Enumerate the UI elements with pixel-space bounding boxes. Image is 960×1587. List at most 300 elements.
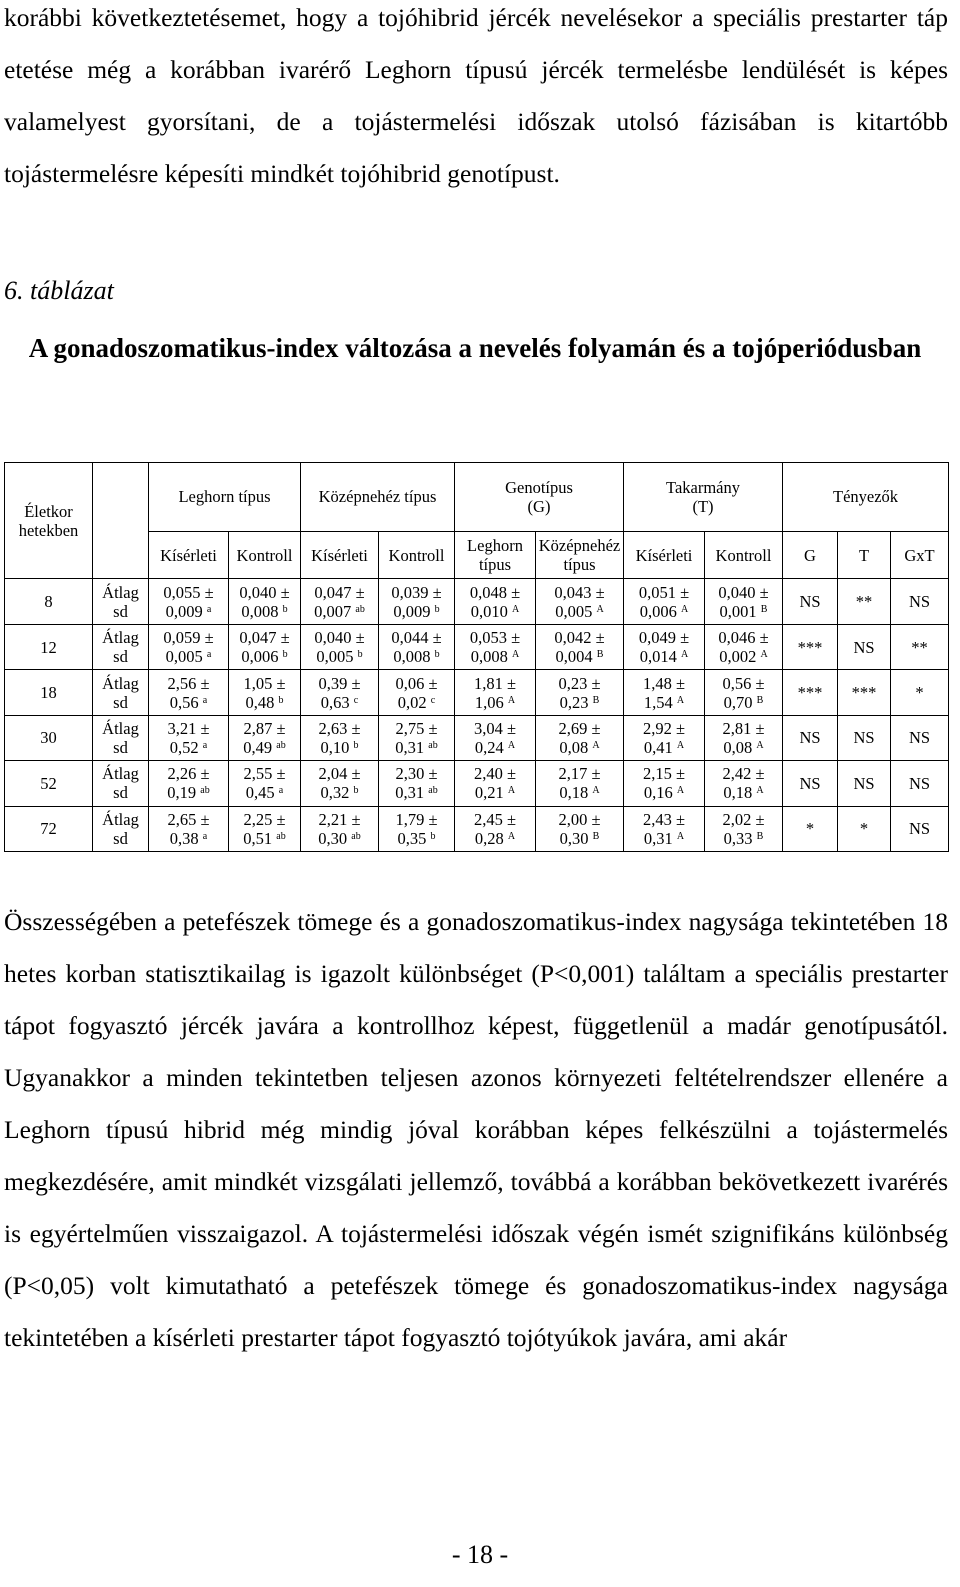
value-cell — [379, 670, 455, 715]
factor-t-cell: NS — [838, 715, 891, 760]
factor-t-cell: NS — [838, 761, 891, 806]
significance-letter: A — [676, 694, 685, 706]
significance-letter: A — [756, 785, 764, 797]
mean-value: 2,26 ± — [167, 764, 210, 784]
factor-gxt-cell: NS — [891, 715, 949, 760]
sd-value: 0,51 — [243, 828, 273, 848]
sd-value: 0,45 — [245, 783, 275, 803]
stat-label-cell — [93, 624, 149, 669]
mean-value: 2,25 ± — [243, 809, 286, 829]
factor-gxt-cell: ** — [891, 624, 949, 669]
sd-value: 0,28 — [474, 828, 504, 848]
factor-gxt-cell: * — [891, 670, 949, 715]
mean-value: 2,02 ± — [722, 809, 765, 829]
value-cell — [379, 806, 455, 851]
age-cell: 12 — [5, 624, 93, 669]
sd-value-line — [149, 647, 228, 666]
sd-value: 0,32 — [320, 783, 350, 803]
sd-value-line — [624, 693, 704, 712]
sd-value-line — [455, 783, 535, 802]
sd-value: 0,005 — [555, 601, 593, 621]
value-cell — [455, 806, 536, 851]
stat-label-cell — [93, 670, 149, 715]
significance-letter: ab — [428, 785, 438, 797]
sd-value: 0,38 — [169, 828, 199, 848]
value-cell — [624, 670, 705, 715]
sd-value: 0,006 — [241, 647, 279, 667]
mean-value: 3,21 ± — [167, 718, 210, 738]
mean-value: 2,75 ± — [395, 718, 438, 738]
value-cell — [149, 806, 229, 851]
mean-value: 1,81 ± — [473, 673, 517, 693]
value-cell — [705, 624, 783, 669]
significance-letter: A — [596, 603, 604, 615]
mean-value: 0,06 ± — [395, 673, 438, 693]
sd-value-line — [705, 602, 782, 621]
sd-value: 0,31 — [395, 783, 425, 803]
stat-label-cell — [93, 579, 149, 624]
value-cell — [229, 715, 301, 760]
value-cell — [301, 579, 379, 624]
sd-value-line — [536, 602, 623, 621]
mean-value: 0,040 ± — [718, 582, 769, 602]
mean-value: 0,053 ± — [469, 628, 521, 648]
mean-value: 2,00 ± — [558, 809, 601, 829]
sd-value-line — [455, 693, 535, 712]
mean-value: 2,65 ± — [167, 809, 210, 829]
sd-value: 0,004 — [555, 647, 593, 667]
significance-letter: ab — [428, 739, 438, 751]
significance-letter: b — [357, 649, 363, 661]
significance-letter: B — [756, 830, 764, 842]
atlag-label: Átlag — [102, 582, 139, 602]
sd-value-line — [536, 738, 623, 757]
significance-letter: ab — [276, 739, 286, 751]
mean-value: 2,69 ± — [558, 718, 601, 738]
sd-value: 0,30 — [318, 828, 348, 848]
sd-value: 0,18 — [559, 783, 589, 803]
age-cell: 18 — [5, 670, 93, 715]
mean-value: 1,05 ± — [243, 673, 286, 693]
mean-value: 2,30 ± — [395, 764, 438, 784]
significance-letter: A — [676, 830, 685, 842]
significance-letter: c — [430, 694, 436, 706]
value-cell — [379, 715, 455, 760]
value-cell — [624, 715, 705, 760]
sd-value-line — [149, 829, 228, 848]
age-cell: 72 — [5, 806, 93, 851]
sd-value-line — [301, 693, 378, 712]
significance-letter: b — [434, 603, 440, 615]
sd-value-line — [379, 693, 454, 712]
leghorn-kiserleti-header: Kísérleti — [149, 531, 229, 579]
significance-letter: a — [202, 830, 208, 842]
significance-letter: A — [507, 694, 516, 706]
genotype-kozep-header: Középnehéz típus — [536, 531, 624, 579]
sd-value: 0,18 — [723, 783, 753, 803]
sd-value: 0,19 — [167, 783, 197, 803]
mean-value: 2,55 ± — [243, 764, 286, 784]
mean-value: 2,21 ± — [318, 809, 361, 829]
leghorn-group-header: Leghorn típus — [149, 463, 301, 532]
value-cell — [536, 806, 624, 851]
factor-g-cell: NS — [783, 761, 838, 806]
sd-value: 0,009 — [393, 601, 431, 621]
value-cell — [301, 761, 379, 806]
mean-value: 2,43 ± — [642, 809, 686, 829]
value-cell — [149, 761, 229, 806]
table-row — [5, 670, 949, 715]
significance-letter: b — [278, 694, 284, 706]
sd-value-line — [455, 738, 535, 757]
significance-letter: b — [430, 830, 436, 842]
value-cell — [301, 624, 379, 669]
value-cell — [624, 806, 705, 851]
sd-value: 0,006 — [639, 601, 677, 621]
sd-value: 0,02 — [397, 692, 427, 712]
significance-letter: b — [282, 603, 288, 615]
sd-value-line — [379, 738, 454, 757]
mean-value: 0,043 ± — [554, 582, 605, 602]
value-cell — [149, 624, 229, 669]
sd-value-line — [379, 602, 454, 621]
factor-g-cell: NS — [783, 579, 838, 624]
sd-value: 0,35 — [397, 828, 427, 848]
table-caption: 6. táblázat — [4, 276, 114, 305]
stat-label-header — [93, 463, 149, 579]
sd-value-line — [536, 693, 623, 712]
significance-letter: B — [596, 649, 604, 661]
age-header: Életkor hetekben — [5, 463, 93, 579]
atlag-label: Átlag — [102, 628, 139, 648]
factor-g-cell: * — [783, 806, 838, 851]
value-cell — [536, 624, 624, 669]
sd-value-line — [301, 829, 378, 848]
mean-value: 0,56 ± — [722, 673, 765, 693]
mean-value: 0,047 ± — [239, 628, 290, 648]
sd-value: 0,16 — [643, 783, 673, 803]
significance-letter: A — [507, 739, 516, 751]
body-paragraph: Összességében a petefészek tömege és a gonadoszomatikus-index nagysága tekintetében 18 hetes korban statisztikailag is igazolt különbséget (P<0,001) találtam a speciális prestarter tápot fogyasztó jércék javára a kontrollhoz képest, függetlenül a madár genotípusától. Ugyanakkor a minden tekintetben teljesen azonos környezeti feltételrendszer ellenére a Leghorn típusú hibrid még mindig jóval korábban képes felkészülni a tojástermelés megkezdésére, amit mindkét vizsgálati jellemző, továbbá a korábban bekövetkezett ivarérés is egyértelműen visszaigazol. A tojástermelési időszak végén ismét szignifikáns különbség (P<0,05) volt kimutatható a petefészek tömege és gonadoszomatikus-index nagysága tekintetében a kísérleti prestarter tápot fogyasztó tojótyúkok javára, ami akár — [4, 907, 948, 1352]
mean-value: 0,059 ± — [163, 628, 214, 648]
significance-letter: A — [507, 830, 516, 842]
mean-value: 2,40 ± — [473, 764, 517, 784]
sd-label: sd — [113, 737, 128, 757]
mean-value: 0,040 ± — [314, 628, 365, 648]
sd-label: sd — [113, 601, 128, 621]
sd-value: 0,24 — [474, 737, 504, 757]
sd-value-line — [229, 738, 300, 757]
sd-value: 0,007 — [314, 601, 352, 621]
sd-value-line — [705, 738, 782, 757]
sd-value: 0,08 — [723, 737, 753, 757]
sd-value: 1,54 — [643, 692, 673, 712]
sd-value-line — [455, 829, 535, 848]
sd-value-line — [624, 602, 704, 621]
significance-letter: A — [676, 739, 685, 751]
sd-label: sd — [113, 692, 128, 712]
significance-letter: b — [353, 785, 359, 797]
sd-value: 0,008 — [241, 601, 279, 621]
sd-value: 0,31 — [395, 737, 425, 757]
significance-letter: A — [681, 603, 689, 615]
feed-kiserleti-header: Kísérleti — [624, 531, 705, 579]
significance-letter: B — [592, 830, 600, 842]
sd-value: 0,63 — [320, 692, 350, 712]
significance-letter: b — [434, 649, 440, 661]
sd-value: 0,56 — [169, 692, 199, 712]
significance-letter: a — [202, 694, 208, 706]
mean-value: 2,92 ± — [642, 718, 686, 738]
factor-t-header: T — [838, 531, 891, 579]
sd-value-line — [229, 647, 300, 666]
sd-value: 0,008 — [470, 647, 508, 667]
significance-letter: A — [756, 739, 764, 751]
sd-value-line — [536, 829, 623, 848]
sd-value-line — [301, 783, 378, 802]
sd-value-line — [705, 783, 782, 802]
factor-g-cell: *** — [783, 624, 838, 669]
atlag-label: Átlag — [102, 718, 139, 738]
table-row — [5, 624, 949, 669]
factor-t-cell: *** — [838, 670, 891, 715]
sd-value-line — [624, 783, 704, 802]
sd-value: 0,001 — [719, 601, 757, 621]
significance-letter: b — [353, 739, 359, 751]
sd-value-line — [301, 738, 378, 757]
value-cell — [229, 806, 301, 851]
sd-value: 0,005 — [165, 647, 203, 667]
significance-letter: ab — [276, 830, 286, 842]
mean-value: 0,042 ± — [554, 628, 605, 648]
significance-letter: a — [206, 649, 212, 661]
significance-letter: ab — [200, 785, 210, 797]
table-row — [5, 579, 949, 624]
value-cell — [536, 715, 624, 760]
age-cell: 30 — [5, 715, 93, 760]
kozepnehez-group-header: Középnehéz típus — [301, 463, 455, 532]
significance-letter: B — [760, 603, 768, 615]
value-cell — [229, 761, 301, 806]
stat-label-cell — [93, 806, 149, 851]
sd-value: 0,49 — [243, 737, 273, 757]
factor-gxt-cell: NS — [891, 806, 949, 851]
value-cell — [455, 761, 536, 806]
value-cell — [705, 761, 783, 806]
sd-value: 0,23 — [559, 692, 589, 712]
stat-label-cell — [93, 761, 149, 806]
stat-label-cell — [93, 715, 149, 760]
mean-value: 3,04 ± — [473, 718, 517, 738]
sd-value-line — [379, 829, 454, 848]
mean-value: 2,81 ± — [722, 718, 765, 738]
value-cell — [379, 579, 455, 624]
sd-value-line — [705, 647, 782, 666]
value-cell — [705, 715, 783, 760]
sd-value-line — [379, 647, 454, 666]
mean-value: 2,17 ± — [558, 764, 601, 784]
value-cell — [149, 715, 229, 760]
value-cell — [379, 761, 455, 806]
sd-value-line — [301, 647, 378, 666]
atlag-label: Átlag — [102, 673, 139, 693]
sd-value-line — [229, 693, 300, 712]
sd-value: 0,70 — [723, 692, 753, 712]
value-cell — [301, 715, 379, 760]
value-cell — [455, 624, 536, 669]
value-cell — [536, 761, 624, 806]
factor-gxt-cell: NS — [891, 579, 949, 624]
table-row — [5, 761, 949, 806]
sd-value-line — [229, 829, 300, 848]
table-row — [5, 806, 949, 851]
mean-value: 0,039 ± — [391, 582, 442, 602]
sd-label: sd — [113, 783, 128, 803]
value-cell — [624, 624, 705, 669]
page-number: - 18 - — [451, 1540, 509, 1569]
factor-t-cell: ** — [838, 579, 891, 624]
sd-value: 0,014 — [639, 647, 677, 667]
factors-group-header: Tényezők — [783, 463, 949, 532]
value-cell — [149, 579, 229, 624]
mean-value: 0,049 ± — [638, 628, 690, 648]
value-cell — [536, 670, 624, 715]
factor-gxt-cell: NS — [891, 761, 949, 806]
significance-letter: A — [512, 603, 520, 615]
value-cell — [229, 579, 301, 624]
mean-value: 1,48 ± — [642, 673, 686, 693]
mean-value: 2,04 ± — [318, 764, 361, 784]
sd-value-line — [149, 693, 228, 712]
factor-g-cell: NS — [783, 715, 838, 760]
sd-value: 0,08 — [559, 737, 589, 757]
sd-value-line — [149, 602, 228, 621]
mean-value: 2,15 ± — [642, 764, 686, 784]
feed-kontroll-header: Kontroll — [705, 531, 783, 579]
mean-value: 0,051 ± — [638, 582, 690, 602]
significance-letter: B — [756, 694, 764, 706]
sd-value-line — [301, 602, 378, 621]
factor-t-cell: * — [838, 806, 891, 851]
value-cell — [229, 624, 301, 669]
factor-gxt-header: GxT — [891, 531, 949, 579]
sd-value: 0,008 — [393, 647, 431, 667]
mean-value: 0,040 ± — [239, 582, 290, 602]
sd-value: 0,009 — [165, 601, 203, 621]
value-cell — [301, 806, 379, 851]
sd-value-line — [455, 647, 535, 666]
sd-value-line — [624, 738, 704, 757]
sd-value-line — [536, 647, 623, 666]
sd-value: 0,30 — [559, 828, 589, 848]
mean-value: 2,42 ± — [722, 764, 765, 784]
mean-value: 0,39 ± — [318, 673, 361, 693]
sd-value: 0,33 — [723, 828, 753, 848]
sd-value: 0,002 — [719, 647, 757, 667]
value-cell — [455, 670, 536, 715]
age-cell: 8 — [5, 579, 93, 624]
factor-g-cell: *** — [783, 670, 838, 715]
value-cell — [705, 579, 783, 624]
mean-value: 1,79 ± — [395, 809, 438, 829]
mean-value: 0,047 ± — [314, 582, 365, 602]
sd-value-line — [455, 602, 535, 621]
mean-value: 2,56 ± — [167, 673, 210, 693]
sd-value-line — [536, 783, 623, 802]
mean-value: 2,87 ± — [243, 718, 286, 738]
sd-label: sd — [113, 828, 128, 848]
value-cell — [301, 670, 379, 715]
sd-value: 0,10 — [320, 737, 350, 757]
factor-t-cell: NS — [838, 624, 891, 669]
mean-value: 0,044 ± — [391, 628, 442, 648]
significance-letter: A — [592, 785, 600, 797]
kozep-kontroll-header: Kontroll — [379, 531, 455, 579]
significance-letter: ab — [355, 603, 365, 615]
significance-letter: ab — [351, 830, 361, 842]
sd-value-line — [705, 829, 782, 848]
mean-value: 0,055 ± — [163, 582, 214, 602]
sd-value: 0,21 — [474, 783, 504, 803]
significance-letter: B — [592, 694, 600, 706]
genotype-leghorn-header: Leghorn típus — [455, 531, 536, 579]
mean-value: 0,23 ± — [558, 673, 601, 693]
sd-value: 1,06 — [474, 692, 504, 712]
age-cell: 52 — [5, 761, 93, 806]
table-title: A gonadoszomatikus-index változása a nevelés folyamán és a tojóperiódusban — [28, 333, 922, 363]
value-cell — [149, 670, 229, 715]
sd-value: 0,005 — [316, 647, 354, 667]
value-cell — [455, 715, 536, 760]
significance-letter: c — [353, 694, 359, 706]
sd-value-line — [624, 647, 704, 666]
sd-value-line — [705, 693, 782, 712]
kozep-kiserleti-header: Kísérleti — [301, 531, 379, 579]
sd-value-line — [149, 783, 228, 802]
factor-g-header: G — [783, 531, 838, 579]
feed-group-header: Takarmány (T) — [624, 463, 783, 532]
significance-letter: a — [202, 739, 208, 751]
sd-label: sd — [113, 647, 128, 667]
significance-letter: b — [282, 649, 288, 661]
sd-value: 0,010 — [470, 601, 508, 621]
sd-value-line — [229, 602, 300, 621]
sd-value: 0,52 — [169, 737, 199, 757]
significance-letter: A — [507, 785, 516, 797]
significance-letter: a — [206, 603, 212, 615]
value-cell — [536, 579, 624, 624]
value-cell — [705, 806, 783, 851]
significance-letter: A — [592, 739, 600, 751]
atlag-label: Átlag — [102, 809, 139, 829]
significance-letter: a — [278, 785, 284, 797]
mean-value: 2,63 ± — [318, 718, 361, 738]
intro-paragraph: korábbi következtetésemet, hogy a tojóhibrid jércék nevelésekor a speciális prestarter táp etetése még a korábban ivarérő Leghorn típusú jércék termelésbe lendülését is képes valamelyest gyorsítani, de a tojástermelési időszak utolsó fázisában is kitartóbb tojástermelésre képesíti mindkét tojóhibrid genotípust. — [4, 3, 948, 188]
table-row — [5, 715, 949, 760]
leghorn-kontroll-header: Kontroll — [229, 531, 301, 579]
significance-letter: A — [676, 785, 685, 797]
value-cell — [705, 670, 783, 715]
sd-value: 0,31 — [643, 828, 673, 848]
sd-value-line — [379, 783, 454, 802]
sd-value-line — [229, 783, 300, 802]
atlag-label: Átlag — [102, 764, 139, 784]
significance-letter: A — [760, 649, 768, 661]
value-cell — [455, 579, 536, 624]
value-cell — [229, 670, 301, 715]
significance-letter: A — [512, 649, 520, 661]
sd-value-line — [149, 738, 228, 757]
